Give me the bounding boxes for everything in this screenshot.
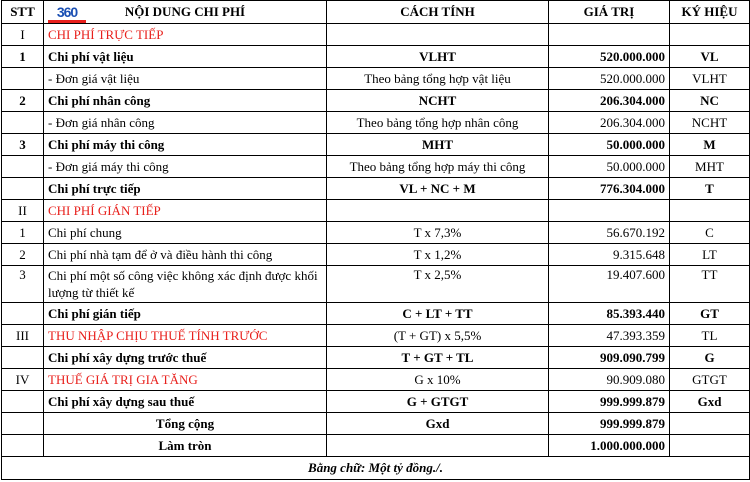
cell-content: - Đơn giá nhân công bbox=[44, 112, 327, 134]
table-row-subtotal bbox=[2, 347, 750, 369]
cell-value: 1.000.000.000 bbox=[549, 435, 670, 457]
table-row bbox=[2, 90, 750, 112]
footer-row bbox=[2, 457, 750, 480]
cell-value: 999.999.879 bbox=[549, 413, 670, 435]
cell-stt bbox=[2, 413, 44, 435]
cell-method bbox=[327, 24, 549, 46]
cell-content: CHI PHÍ TRỰC TIẾP bbox=[44, 24, 327, 46]
table-row-subtotal bbox=[2, 178, 750, 200]
cell-method: T + GT + TL bbox=[327, 347, 549, 369]
cell-method: Theo bảng tổng hợp vật liệu bbox=[327, 68, 549, 90]
table-row bbox=[2, 68, 750, 90]
cell-stt: I bbox=[2, 24, 44, 46]
cell-symbol bbox=[670, 200, 750, 222]
cell-stt bbox=[2, 435, 44, 457]
cell-value: 50.000.000 bbox=[549, 134, 670, 156]
cell-stt: II bbox=[2, 200, 44, 222]
cell-symbol: TL bbox=[670, 325, 750, 347]
cell-content: - Đơn giá vật liệu bbox=[44, 68, 327, 90]
cell-method: Gxd bbox=[327, 413, 549, 435]
cell-symbol: TT bbox=[670, 266, 750, 303]
cell-content: Chi phí máy thi công bbox=[44, 134, 327, 156]
cell-value bbox=[549, 24, 670, 46]
header-value: GIÁ TRỊ bbox=[549, 1, 670, 24]
cell-content: Chi phí chung bbox=[44, 222, 327, 244]
cell-content: THUẾ GIÁ TRỊ GIA TĂNG bbox=[44, 369, 327, 391]
cell-method: VL + NC + M bbox=[327, 178, 549, 200]
table-row bbox=[2, 46, 750, 68]
cell-value: 520.000.000 bbox=[549, 46, 670, 68]
table-row bbox=[2, 244, 750, 266]
cell-stt: 1 bbox=[2, 222, 44, 244]
cell-content: Chi phí vật liệu bbox=[44, 46, 327, 68]
cell-content: Chi phí một số công việc không xác định được khối lượng từ thiết kế bbox=[44, 266, 327, 303]
cell-value: 206.304.000 bbox=[549, 90, 670, 112]
cell-method: G x 10% bbox=[327, 369, 549, 391]
cell-stt bbox=[2, 112, 44, 134]
cell-stt: 2 bbox=[2, 244, 44, 266]
cell-stt: III bbox=[2, 325, 44, 347]
cell-method: G + GTGT bbox=[327, 391, 549, 413]
cell-symbol: NC bbox=[670, 90, 750, 112]
cell-value: 776.304.000 bbox=[549, 178, 670, 200]
cell-method: T x 7,3% bbox=[327, 222, 549, 244]
cell-symbol: M bbox=[670, 134, 750, 156]
cell-method: NCHT bbox=[327, 90, 549, 112]
cell-value bbox=[549, 200, 670, 222]
cell-stt bbox=[2, 391, 44, 413]
header-content bbox=[44, 1, 327, 24]
header-method: CÁCH TÍNH bbox=[327, 1, 549, 24]
cell-content: Chi phí nhà tạm để ở và điều hành thi công bbox=[44, 244, 327, 266]
logo-360 bbox=[48, 3, 86, 23]
cell-content: Chi phí xây dựng sau thuế bbox=[44, 391, 327, 413]
cell-symbol bbox=[670, 435, 750, 457]
cell-value: 999.999.879 bbox=[549, 391, 670, 413]
table-row bbox=[2, 156, 750, 178]
table-row-subtotal bbox=[2, 391, 750, 413]
cell-method: Theo bảng tổng hợp máy thi công bbox=[327, 156, 549, 178]
cell-stt bbox=[2, 156, 44, 178]
cell-value: 56.670.192 bbox=[549, 222, 670, 244]
cell-stt: 2 bbox=[2, 90, 44, 112]
cell-method bbox=[327, 435, 549, 457]
cell-symbol: NCHT bbox=[670, 112, 750, 134]
table-row bbox=[2, 222, 750, 244]
table-row bbox=[2, 266, 750, 303]
table-row-section-iv bbox=[2, 369, 750, 391]
header-row bbox=[2, 1, 750, 24]
cell-stt: IV bbox=[2, 369, 44, 391]
cell-symbol: GT bbox=[670, 303, 750, 325]
cell-stt bbox=[2, 303, 44, 325]
cell-value: 19.407.600 bbox=[549, 266, 670, 303]
table-row bbox=[2, 112, 750, 134]
table-row-subtotal bbox=[2, 303, 750, 325]
cell-content: THU NHẬP CHỊU THUẾ TÍNH TRƯỚC bbox=[44, 325, 327, 347]
amount-in-words: Bằng chữ: Một tỷ đồng./. bbox=[2, 457, 750, 480]
cell-method: (T + GT) x 5,5% bbox=[327, 325, 549, 347]
cell-content: Chi phí xây dựng trước thuế bbox=[44, 347, 327, 369]
cell-symbol bbox=[670, 24, 750, 46]
cell-content: Chi phí trực tiếp bbox=[44, 178, 327, 200]
cell-value: 909.090.799 bbox=[549, 347, 670, 369]
logo-text: 360 bbox=[56, 4, 78, 20]
header-stt: STT bbox=[2, 1, 44, 24]
table-row-section-ii bbox=[2, 200, 750, 222]
table-row-section-i bbox=[2, 24, 750, 46]
header-symbol: KÝ HIỆU bbox=[670, 1, 750, 24]
cell-symbol: Gxd bbox=[670, 391, 750, 413]
cell-method: Theo bảng tổng hợp nhân công bbox=[327, 112, 549, 134]
cell-symbol: VLHT bbox=[670, 68, 750, 90]
cell-content: Chi phí nhân công bbox=[44, 90, 327, 112]
cell-value: 9.315.648 bbox=[549, 244, 670, 266]
cell-content: CHI PHÍ GIÁN TIẾP bbox=[44, 200, 327, 222]
cell-method bbox=[327, 200, 549, 222]
table-row-section-iii bbox=[2, 325, 750, 347]
cell-symbol: G bbox=[670, 347, 750, 369]
cell-method: T x 2,5% bbox=[327, 266, 549, 303]
cell-stt: 3 bbox=[2, 266, 44, 303]
cell-symbol bbox=[670, 413, 750, 435]
cell-content: Tổng cộng bbox=[44, 413, 327, 435]
header-content-label: NỘI DUNG CHI PHÍ bbox=[124, 4, 246, 19]
table-row-rounded bbox=[2, 435, 750, 457]
cell-value: 520.000.000 bbox=[549, 68, 670, 90]
cell-content: Làm tròn bbox=[44, 435, 327, 457]
cell-symbol: MHT bbox=[670, 156, 750, 178]
cell-method: T x 1,2% bbox=[327, 244, 549, 266]
cell-value: 206.304.000 bbox=[549, 112, 670, 134]
table-row-total bbox=[2, 413, 750, 435]
cell-value: 47.393.359 bbox=[549, 325, 670, 347]
cell-value: 50.000.000 bbox=[549, 156, 670, 178]
cell-method: VLHT bbox=[327, 46, 549, 68]
cell-method: C + LT + TT bbox=[327, 303, 549, 325]
table-row bbox=[2, 134, 750, 156]
cell-content: - Đơn giá máy thi công bbox=[44, 156, 327, 178]
cell-symbol: T bbox=[670, 178, 750, 200]
cell-value: 85.393.440 bbox=[549, 303, 670, 325]
cell-symbol: GTGT bbox=[670, 369, 750, 391]
cell-symbol: LT bbox=[670, 244, 750, 266]
cell-value: 90.909.080 bbox=[549, 369, 670, 391]
cell-stt: 1 bbox=[2, 46, 44, 68]
cell-symbol: VL bbox=[670, 46, 750, 68]
cell-stt bbox=[2, 68, 44, 90]
cell-symbol: C bbox=[670, 222, 750, 244]
cell-stt bbox=[2, 178, 44, 200]
cell-stt: 3 bbox=[2, 134, 44, 156]
cost-table bbox=[1, 0, 750, 480]
cell-stt bbox=[2, 347, 44, 369]
cell-content: Chi phí gián tiếp bbox=[44, 303, 327, 325]
cell-method: MHT bbox=[327, 134, 549, 156]
